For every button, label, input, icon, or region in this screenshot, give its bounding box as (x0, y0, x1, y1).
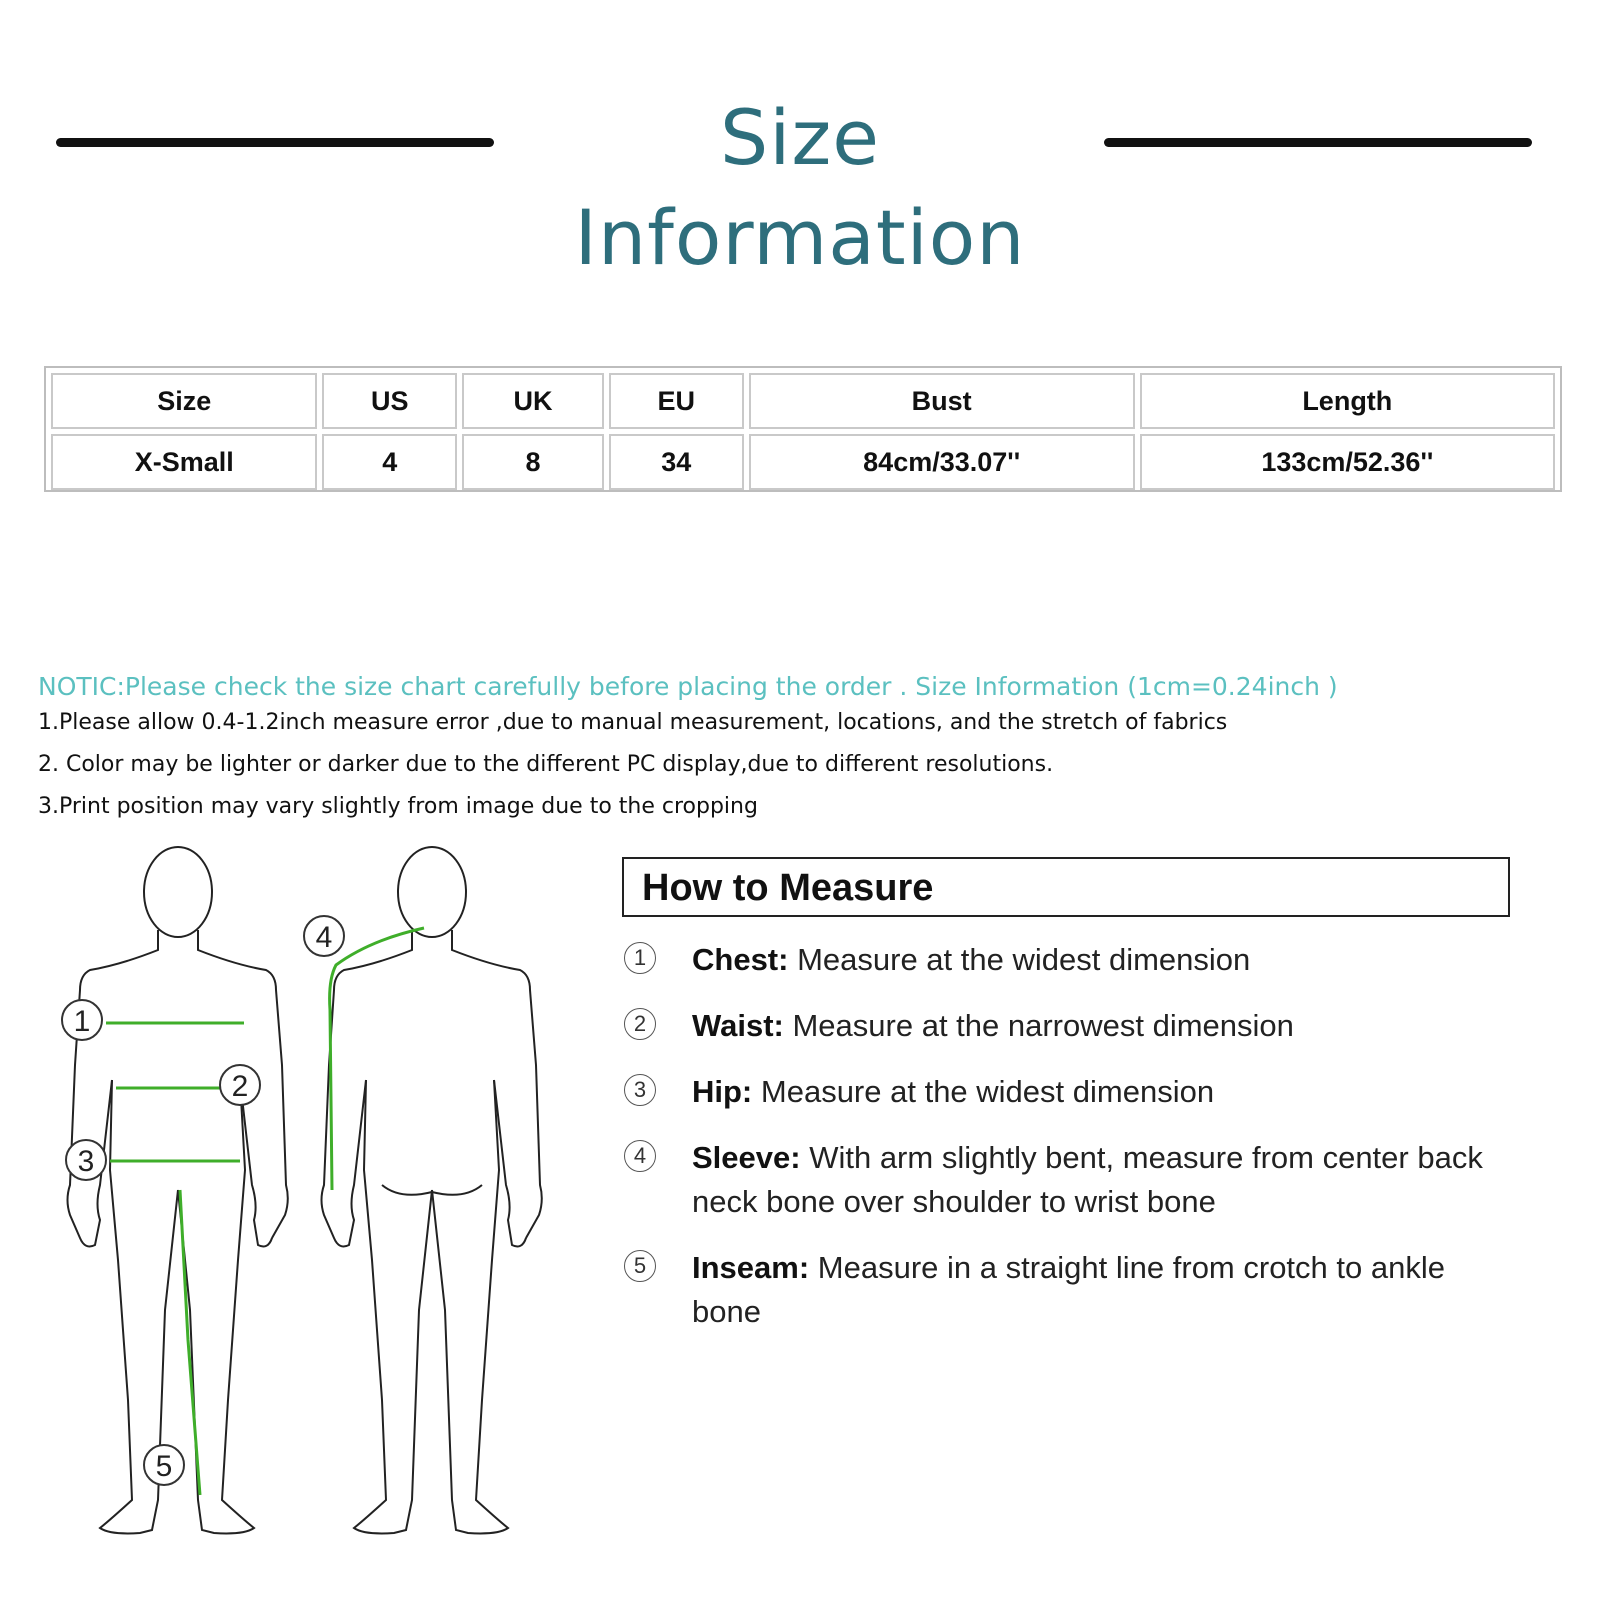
step-number: 1 (624, 942, 656, 974)
cell-eu: 34 (609, 434, 744, 490)
svg-text:2: 2 (231, 1070, 249, 1103)
inseam-measure-line (180, 1190, 200, 1495)
step-text: Measure in a straight line from crotch to ankle bone (692, 1250, 1445, 1329)
marker-5 (144, 1445, 184, 1485)
back-body-figure (322, 847, 542, 1533)
svg-text:4: 4 (315, 921, 333, 954)
body-figures (40, 840, 600, 1580)
cell-size: X-Small (51, 434, 317, 490)
step-number: 3 (624, 1074, 656, 1106)
marker-4 (304, 916, 344, 956)
step-number: 4 (624, 1140, 656, 1172)
step-number: 5 (624, 1250, 656, 1282)
marker-2 (220, 1065, 260, 1105)
title-rule-right (1104, 138, 1532, 147)
step-label: Waist: (692, 1008, 784, 1043)
size-table-frame (44, 366, 1562, 492)
cell-uk: 8 (462, 434, 604, 490)
column-header-us: US (322, 373, 457, 429)
step-label: Sleeve: (692, 1140, 801, 1175)
title-row (0, 88, 1600, 282)
column-header-bust: Bust (749, 373, 1135, 429)
how-to-measure-title: How to Measure (642, 867, 934, 909)
step-text: Measure at the widest dimension (760, 1074, 1215, 1109)
step-label: Hip: (692, 1074, 753, 1109)
notice-text: NOTIC:Please check the size chart carefully before placing the order . Size Information (1cm=0.24inch ) (38, 672, 1338, 701)
front-body-figure (68, 847, 288, 1533)
measure-lines (106, 928, 424, 1495)
step-text: Measure at the widest dimension (797, 942, 1251, 977)
how-to-measure-header (622, 857, 1510, 917)
table-header-row (51, 373, 1555, 429)
svg-text:5: 5 (155, 1450, 173, 1483)
column-header-length: Length (1140, 373, 1555, 429)
note-1: 1.Please allow 0.4-1.2inch measure error ,due to manual measurement, locations, and the stretch of fabrics (38, 710, 1228, 735)
column-header-uk: UK (462, 373, 604, 429)
column-header-eu: EU (609, 373, 744, 429)
page-title: Size Information (574, 93, 1026, 282)
size-table (46, 368, 1560, 495)
svg-text:1: 1 (73, 1005, 91, 1038)
step-label: Chest: (692, 942, 789, 977)
step-label: Inseam: (692, 1250, 810, 1285)
marker-3 (66, 1140, 106, 1180)
note-3: 3.Print position may vary slightly from image due to the cropping (38, 794, 758, 819)
step-text: With arm slightly bent, measure from center back neck bone over shoulder to wrist bone (692, 1140, 1483, 1219)
column-header-size: Size (51, 373, 317, 429)
figure-markers (62, 916, 344, 1485)
cell-length: 133cm/52.36'' (1140, 434, 1555, 490)
step-text: Measure at the narrowest dimension (792, 1008, 1294, 1043)
title-rule-left (56, 138, 494, 147)
svg-text:3: 3 (77, 1145, 95, 1178)
cell-us: 4 (322, 434, 457, 490)
cell-bust: 84cm/33.07'' (749, 434, 1135, 490)
step-number: 2 (624, 1008, 656, 1040)
sleeve-measure-line (330, 928, 424, 1190)
marker-1 (62, 1000, 102, 1040)
table-row (51, 434, 1555, 490)
note-2: 2. Color may be lighter or darker due to the different PC display,due to different resolutions. (38, 752, 1054, 777)
